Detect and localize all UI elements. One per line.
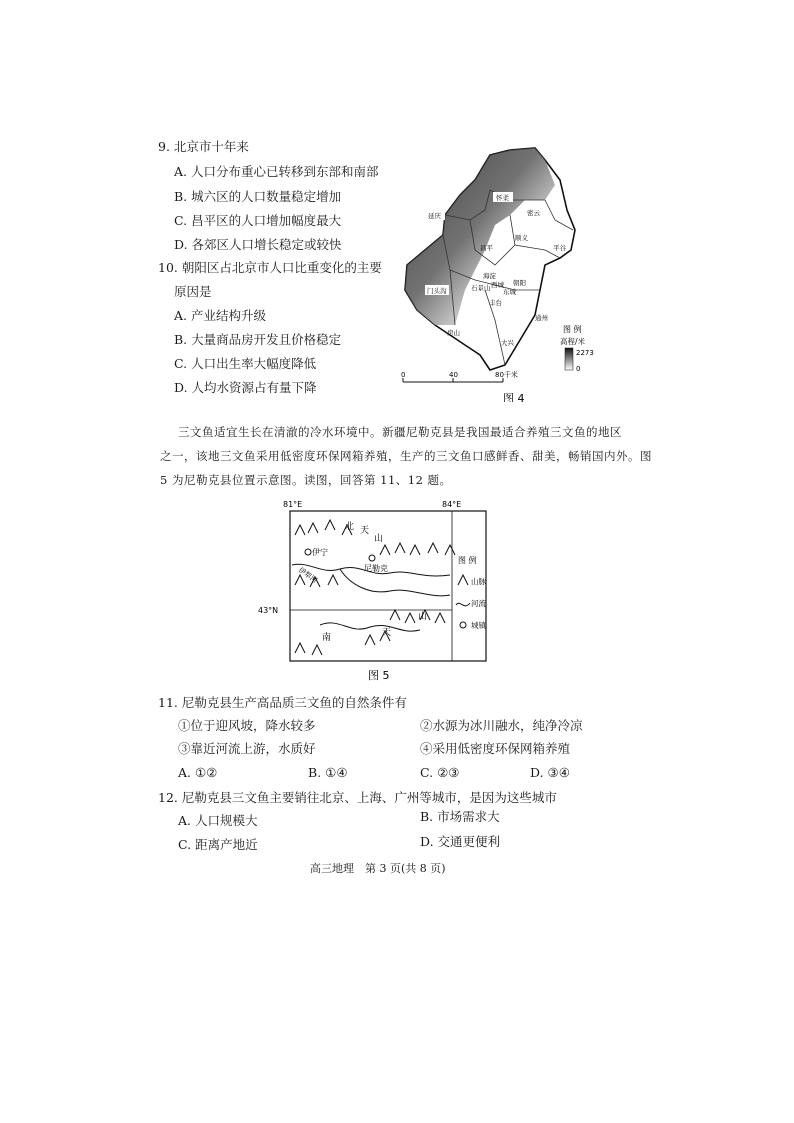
q9-option-c: C. 昌平区的人口增加幅度最大 <box>174 213 342 228</box>
city-yining-marker <box>305 549 311 555</box>
district-mentougou: 门头沟 <box>427 287 447 295</box>
district-xicheng: 西城 <box>491 281 504 289</box>
q10-option-c: C. 人口出生率大幅度降低 <box>174 356 317 371</box>
fig4-legend-max: 2273 <box>576 349 594 357</box>
city-nilka-label: 尼勒克 <box>364 564 388 573</box>
district-tongzhou: 通州 <box>535 314 548 322</box>
legend-town-icon <box>460 622 466 628</box>
fig4-legend-min: 0 <box>576 365 581 373</box>
q11-choice-b: B. ①④ <box>308 765 348 780</box>
q10-option-a: A. 产业结构升级 <box>174 308 266 323</box>
fig4-caption: 图 4 <box>503 392 525 402</box>
south-range-3: 山 <box>418 612 428 622</box>
north-range-2: 天 <box>360 526 370 536</box>
q10-option-d: D. 人均水资源占有量下降 <box>174 380 317 395</box>
scale-label-0: 0 <box>401 371 406 379</box>
q9-option-d: D. 各郊区人口增长稳定或较快 <box>174 237 342 252</box>
district-fangshan: 房山 <box>447 329 460 337</box>
lat-43: 43°N <box>258 606 279 615</box>
district-miyun: 密云 <box>527 209 540 217</box>
district-daxing: 大兴 <box>501 339 514 347</box>
lon-81: 81°E <box>283 500 303 509</box>
q12-stem: 12. 尼勒克县三文鱼主要销往北京、上海、广州等城市，是因为这些城市 <box>158 790 557 805</box>
fig5-caption: 图 5 <box>368 669 390 682</box>
district-pinggu: 平谷 <box>553 244 566 252</box>
q9-option-b: B. 城六区的人口数量稳定增加 <box>174 189 342 204</box>
south-range-1: 南 <box>322 633 332 643</box>
q10-stem: 10. 朝阳区占北京市人口比重变化的主要 <box>158 260 382 275</box>
city-nilka-marker <box>369 555 375 561</box>
nilka-location-figure <box>250 495 500 685</box>
south-range-2: 天 <box>382 628 392 638</box>
city-yining-label: 伊宁 <box>312 548 328 557</box>
district-shunyi: 顺义 <box>515 234 528 242</box>
district-fengtai: 丰台 <box>489 299 502 307</box>
q12-option-a: A. 人口规模大 <box>178 813 258 828</box>
q12-option-c: C. 距离产地近 <box>178 837 258 852</box>
north-range-1: 北 <box>345 522 355 532</box>
q10-option-b: B. 大量商品房开发且价格稳定 <box>174 332 342 347</box>
district-yanqing: 延庆 <box>428 212 441 220</box>
page-footer: 高三地理 第 3 页(共 8 页) <box>310 862 446 875</box>
q11-choice-a: A. ①② <box>178 765 218 780</box>
q11-stem: 11. 尼勒克县生产高品质三文鱼的自然条件有 <box>158 695 407 710</box>
passage-line1: 三文鱼适宜生长在清澈的冷水环境中。新疆尼勒克县是我国最适合养殖三文鱼的地区 <box>178 425 622 439</box>
fig4-legend-title: 图 例 <box>563 325 582 334</box>
q10-stem-cont: 原因是 <box>174 284 212 299</box>
elevation-scale-bar <box>565 348 573 370</box>
passage-line2: 之一，该地三文鱼采用低密度环保网箱养殖，生产的三文鱼口感鲜香、甜美，畅销国内外。图 <box>160 449 652 463</box>
north-range-3: 山 <box>374 534 384 544</box>
river-name: 伊犁河 <box>296 566 319 585</box>
q11-item-1: ①位于迎风坡，降水较多 <box>178 718 316 733</box>
q11-item-4: ④采用低密度环保网箱养殖 <box>420 741 571 756</box>
q9-option-a: A. 人口分布重心已转移到东部和南部 <box>174 164 379 179</box>
legend-mountain: 山脉 <box>471 577 486 586</box>
q9-stem: 9. 北京市十年来 <box>158 139 249 154</box>
legend-town: 城镇 <box>471 621 486 630</box>
lon-84: 84°E <box>442 500 462 509</box>
fig4-legend-sub: 高程/米 <box>560 337 586 346</box>
district-changping: 昌平 <box>480 244 493 252</box>
scale-label-80: 80千米 <box>495 371 518 379</box>
q11-choice-d: D. ③④ <box>530 765 570 780</box>
passage-line3: 5 为尼勒克县位置示意图。读图，回答第 11、12 题。 <box>160 473 452 487</box>
district-chaoyang: 朝阳 <box>513 279 526 287</box>
q11-item-3: ③靠近河流上游，水质好 <box>178 741 316 756</box>
q12-option-d: D. 交通更便利 <box>420 834 501 849</box>
q12-option-b: B. 市场需求大 <box>420 809 500 824</box>
district-haidian: 海淀 <box>483 272 496 280</box>
scale-label-40: 40 <box>449 371 458 379</box>
district-dongcheng: 东城 <box>503 288 516 296</box>
beijing-map-figure <box>395 140 615 402</box>
legend-river: 河流 <box>471 599 486 608</box>
district-huairou: 怀柔 <box>496 194 509 202</box>
q11-item-2: ②水源为冰川融水，纯净冷凉 <box>420 718 583 733</box>
district-shijingshan: 石景山 <box>471 284 491 292</box>
fig5-legend-title: 图 例 <box>458 556 477 565</box>
q11-choice-c: C. ②③ <box>420 765 460 780</box>
